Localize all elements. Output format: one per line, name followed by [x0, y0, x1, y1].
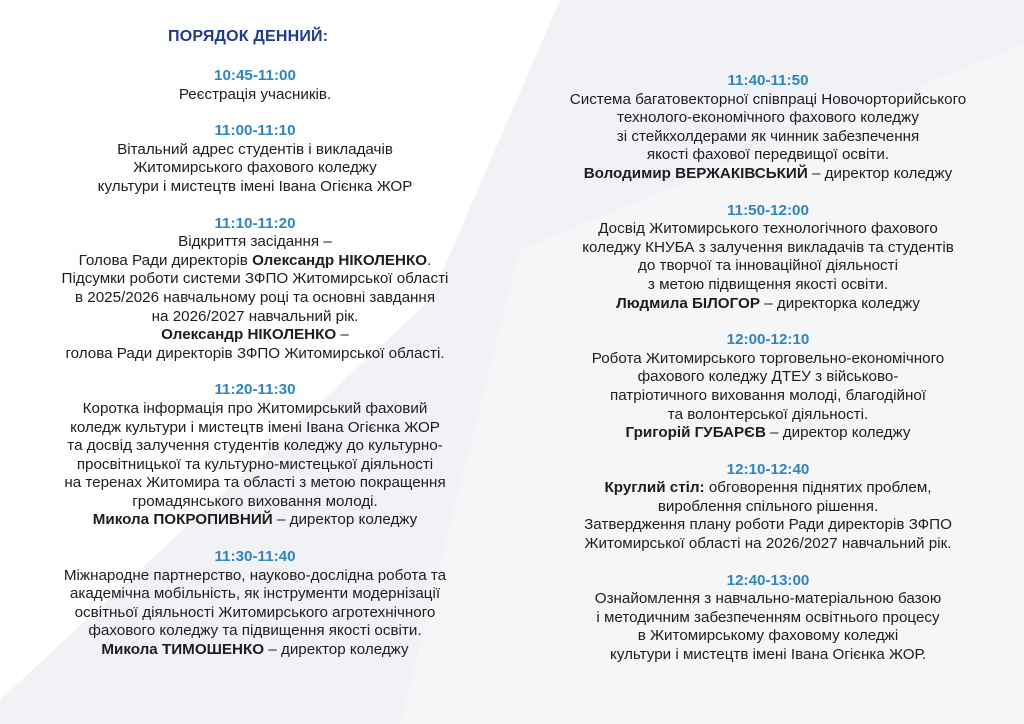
speaker-name: Григорій ГУБАРЄВ [625, 424, 766, 442]
agenda-text-part: обговорення піднятих проблем, [704, 479, 932, 497]
agenda-text: на теренах Житомира та області з метою покращення [64, 474, 446, 492]
agenda-text: та волонтерської діяльності. [667, 405, 869, 423]
agenda-item [533, 461, 1003, 554]
agenda-text: на 2026/2027 навчальний рік. [151, 307, 359, 325]
agenda-item [533, 331, 1003, 443]
agenda-left-column [30, 67, 480, 678]
agenda-text: фахового коледжу та підвищення якості освіти. [88, 622, 422, 640]
agenda-text: громадянського виховання молоді. [132, 492, 378, 510]
agenda-text: академічна мобільність, як інструменти модернізації [69, 585, 441, 603]
agenda-speaker [30, 326, 480, 345]
agenda-item [533, 202, 1003, 314]
agenda-speaker [30, 641, 480, 660]
agenda-text [30, 252, 480, 271]
agenda-text: та досвід залучення студентів коледжу до культурно- [67, 437, 443, 455]
speaker-name: Людмила БІЛОГОР [616, 294, 760, 312]
agenda-text: Ознайомлення з навчально-матеріальною базою [594, 590, 942, 608]
agenda-text: Реєстрація учасників. [178, 85, 332, 103]
agenda-time: 10:45-11:00 [214, 67, 296, 84]
agenda-text: в Житомирському фаховому коледжі [637, 627, 899, 645]
agenda-item [533, 572, 1003, 665]
agenda-text-part: . [427, 251, 432, 269]
agenda-time: 11:10-11:20 [214, 214, 296, 232]
agenda-item [30, 67, 480, 104]
agenda-text: зі стейкхолдерами як чинник забезпечення [616, 127, 920, 145]
agenda-text: технолого-економічного фахового коледжу [617, 109, 919, 127]
agenda-time: 11:50-12:00 [727, 201, 809, 219]
agenda-text: вироблення спільного рішення. [657, 497, 879, 515]
agenda-text: і методичним забезпеченням освітнього процесу [596, 608, 940, 626]
agenda-speaker [533, 295, 1003, 314]
agenda-text: культури і мистецтв імені Івана Огієнка ЖОР. [610, 646, 926, 664]
agenda-speaker [533, 424, 1003, 443]
agenda-text: з метою підвищення якості освіти. [647, 275, 889, 293]
agenda-text: Робота Житомирського торговельно-економічного [591, 349, 945, 367]
agenda-speaker [533, 165, 1003, 184]
agenda-time: 12:00-12:10 [726, 331, 810, 349]
speaker-name: Володимир ВЕРЖАКІВСЬКИЙ [583, 164, 808, 182]
agenda-item [30, 215, 480, 364]
agenda-text: до творчої та інноваційної діяльності [638, 257, 898, 275]
speaker-role: – директор коледжу [264, 641, 409, 659]
agenda-text: культури і мистецтв імені Івана Огієнка ЖОР [97, 177, 413, 195]
agenda-time: 11:40-11:50 [727, 72, 809, 89]
agenda-text: Затвердження плану роботи Ради директорів ЗФПО [584, 516, 952, 534]
agenda-text-part: – [336, 326, 349, 344]
agenda-text: Міжнародне партнерство, науково-дослідна робота та [63, 566, 447, 584]
agenda-text: просвітницької та культурно-мистецької діяльності [76, 455, 434, 473]
speaker-role: – директорка коледжу [759, 294, 920, 312]
agenda-text: якості фахової передвищої освіти. [646, 146, 890, 164]
agenda-text-part: Голова Ради директорів [78, 251, 253, 269]
speaker-name: Микола ПОКРОПИВНИЙ [92, 511, 273, 529]
agenda-item [533, 72, 1003, 184]
agenda-text: голова Ради директорів ЗФПО Житомирської області. [65, 344, 445, 362]
agenda-text: патріотичного виховання молоді, благодійної [609, 386, 927, 404]
agenda-text: Підсумки роботи системи ЗФПО Житомирської області [61, 270, 449, 288]
speaker-role: – директор коледжу [807, 164, 953, 182]
speaker-role: – директор коледжу [272, 511, 418, 529]
agenda-item [30, 381, 480, 530]
agenda-text: Відкриття засідання – [178, 233, 332, 251]
agenda-text: коледж культури і мистецтв імені Івана Огієнка ЖОР [70, 418, 440, 436]
agenda-item [30, 122, 480, 196]
agenda-text: в 2025/2026 навчальному році та основні завдання [74, 288, 436, 306]
agenda-text: освітньої діяльності Житомирського агротехнічного [74, 603, 436, 621]
agenda-text: Житомирської області на 2026/2027 навчальний рік. [584, 535, 952, 553]
agenda-heading: ПОРЯДОК ДЕННИЙ: [168, 28, 329, 45]
agenda-text: фахового коледжу ДТЕУ з військово- [637, 368, 899, 386]
agenda-item [30, 548, 480, 660]
agenda-time: 11:20-11:30 [214, 381, 296, 399]
agenda-text: Досвід Житомирського технологічного фахового [598, 220, 938, 238]
agenda-right-column [533, 72, 1003, 683]
agenda-text [533, 479, 1003, 498]
agenda-text: коледжу КНУБА з залучення викладачів та студентів [582, 238, 954, 256]
agenda-time: 11:30-11:40 [214, 548, 296, 566]
speaker-name: Микола ТИМОШЕНКО [101, 641, 265, 659]
agenda-speaker [30, 511, 480, 530]
agenda-time: 12:10-12:40 [726, 460, 810, 478]
speaker-role: – директор коледжу [765, 424, 911, 442]
agenda-text: Коротка інформація про Житомирський фаховий [82, 399, 428, 417]
speaker-name: Олександр НІКОЛЕНКО [161, 326, 337, 344]
agenda-text: Житомирського фахового коледжу [133, 159, 377, 177]
round-table-label: Круглий стіл: [604, 479, 705, 497]
agenda-time: 12:40-13:00 [726, 571, 810, 589]
agenda-text: Вітальний адрес студентів і викладачів [117, 140, 393, 158]
agenda-time: 11:00-11:10 [214, 122, 296, 140]
agenda-text: Система багатовекторної співпраці Новочорторийського [569, 90, 967, 108]
speaker-name: Олександр НІКОЛЕНКО [252, 251, 428, 269]
